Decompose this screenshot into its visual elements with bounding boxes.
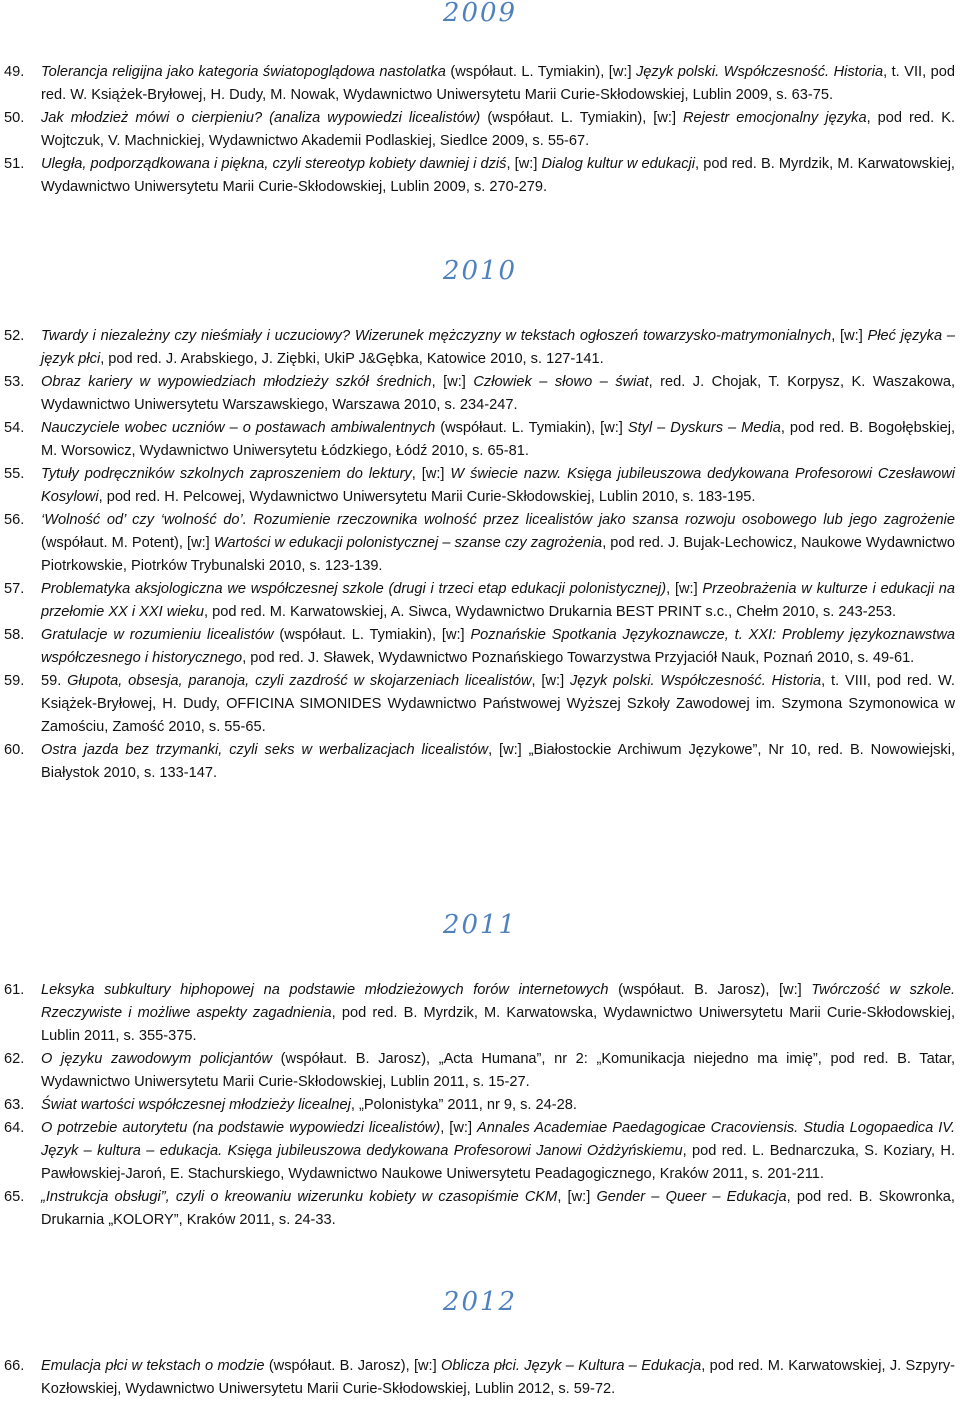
entry-list-2012 <box>0 1355 960 1401</box>
bibliography-entry <box>0 153 960 199</box>
entry-number: 54. <box>4 420 25 436</box>
entry-text: Leksyka subkultury hiphopowej na podstawie młodzieżowych forów internetowych (współaut. B. Jarosz), [w:] Twórczość w szkole. Rzeczywiste i możliwe aspekty zagadnienia, pod red. B. Myrdzik, M. Karwatowska, Wydawnictwo Uniwersytetu Marii Curie-Skłodowskiej, Lublin 2011, s. 355-375. <box>41 982 955 1044</box>
year-heading-2011: 2011 <box>442 910 518 940</box>
year-heading-2010: 2010 <box>442 256 518 286</box>
entry-number: 64. <box>4 1120 25 1136</box>
entry-number: 61. <box>4 982 25 998</box>
entry-list-2010 <box>0 325 960 785</box>
entry-text: 59. Głupota, obsesja, paranoja, czyli zazdrość w skojarzeniach licealistów, [w:] Język polski. Współczesność. Historia, t. VIII, pod red. W. Książek-Bryłowej, H. Dudy, OFFICINA SIMONIDES Wydawnictwo Państwowej Wyższej Szkoły Zawodowej im. Szymona Szymonowica w Zamościu, Zamość 2010, s. 55-65. <box>41 673 955 735</box>
bibliography-entry <box>0 1117 960 1186</box>
entry-text: „Instrukcja obsługi”, czyli o kreowaniu wizerunku kobiety w czasopiśmie CKM, [w:] Gender – Queer – Edukacja, pod red. B. Skowronka, Drukarnia „KOLORY”, Kraków 2011, s. 24-33. <box>41 1189 955 1228</box>
entry-number: 66. <box>4 1358 25 1374</box>
entry-text: Obraz kariery w wypowiedziach młodzieży szkół średnich, [w:] Człowiek – słowo – świat, red. J. Chojak, T. Korpysz, K. Waszakowa, Wydawnictwo Uniwersytetu Warszawskiego, Warszawa 2010, s. 234-247. <box>41 374 956 413</box>
entry-number: 55. <box>4 466 25 482</box>
year-heading-2009: 2009 <box>442 0 518 28</box>
bibliography-entry <box>0 509 960 578</box>
bibliography-entry <box>0 61 960 107</box>
bibliography-entry <box>0 1094 960 1117</box>
entry-number: 56. <box>4 512 25 528</box>
entry-number: 49. <box>4 64 25 80</box>
entry-text: Twardy i niezależny czy nieśmiały i uczuciowy? Wizerunek mężczyzny w tekstach ogłoszeń towarzysko-matrymonialnych, [w:] Płeć języka – język płci, pod red. J. Arabskiego, J. Ziębki, UkiP J&Gębka, Katowice 2010, s. 127-141. <box>41 328 955 367</box>
entry-text: Problematyka aksjologiczna we współczesnej szkole (drugi i trzeci etap edukacji polonistycznej), [w:] Przeobrażenia w kulturze i edukacji na przełomie XX i XXI wieku, pod red. M. Karwatowskiej, A. Siwca, Wydawnictwo Drukarnia BEST PRINT s.c., Chełm 2010, s. 243-253. <box>41 581 955 620</box>
bibliography-entry <box>0 1048 960 1094</box>
entry-text: O potrzebie autorytetu (na podstawie wypowiedzi licealistów), [w:] Annales Academiae Paedagogicae Cracoviensis. Studia Logopaedica IV. Język – kultura – edukacja. Księga jubileuszowa dedykowana Profesorowi Janowi Ożdżyńskiemu, pod red. L. Bednarczuka, S. Koziary, H. Pawłowskiej-Jaroń, E. Stachurskiego, Wydawnictwo Naukowe Uniwersytetu Peadagogicznego, Kraków 2011, s. 201-211. <box>41 1120 955 1182</box>
entry-text: Tolerancja religijna jako kategoria światopoglądowa nastolatka (współaut. L. Tymiakin), [w:] Język polski. Współczesność. Historia, t. VII, pod red. W. Książek-Bryłowej, H. Dudy, M. Nowak, Wydawnictwo Uniwersytetu Marii Curie-Skłodowskiej, Lublin 2009, s. 63-75. <box>41 64 955 103</box>
entry-number: 57. <box>4 581 25 597</box>
entry-number: 63. <box>4 1097 25 1113</box>
entry-number: 60. <box>4 742 25 758</box>
entry-list-2009 <box>0 61 960 199</box>
year-heading-2012: 2012 <box>442 1287 518 1317</box>
entry-number: 53. <box>4 374 25 390</box>
entry-text: Emulacja płci w tekstach o modzie (współaut. B. Jarosz), [w:] Oblicza płci. Język – Kultura – Edukacja, pod red. M. Karwatowskiej, J. Szpyry-Kozłowskiej, Wydawnictwo Uniwersytetu Marii Curie-Skłodowskiej, Lublin 2012, s. 59-72. <box>41 1358 955 1397</box>
entry-text: Świat wartości współczesnej młodzieży licealnej, „Polonistyka” 2011, nr 9, s. 24-28. <box>41 1097 577 1113</box>
bibliography-entry <box>0 107 960 153</box>
entry-text: Uległa, podporządkowana i piękna, czyli stereotyp kobiety dawniej i dziś, [w:] Dialog kultur w edukacji, pod red. B. Myrdzik, M. Karwatowskiej, Wydawnictwo Uniwersytetu Marii Curie-Skłodowskiej, Lublin 2009, s. 270-279. <box>41 156 955 195</box>
entry-number: 65. <box>4 1189 25 1205</box>
bibliography-entry <box>0 578 960 624</box>
entry-text: Ostra jazda bez trzymanki, czyli seks w werbalizacjach licealistów, [w:] „Białostockie Archiwum Językowe”, Nr 10, red. B. Nowowiejski, Białystok 2010, s. 133-147. <box>41 742 955 781</box>
bibliography-entry <box>0 325 960 371</box>
entry-list-2011 <box>0 979 960 1232</box>
entry-number: 58. <box>4 627 25 643</box>
entry-number: 50. <box>4 110 25 126</box>
entry-text: ‘Wolność od’ czy ‘wolność do’. Rozumienie rzeczownika wolność przez licealistów jako szansa rozwoju osobowego lub jego zagrożenie (współaut. M. Potent), [w:] Wartości w edukacji polonistycznej – szanse czy zagrożenia, pod red. J. Bujak-Lechowicz, Naukowe Wydawnictwo Piotrkowskie, Piotrków Trybunalski 2010, s. 123-139. <box>41 512 955 574</box>
bibliography-entry <box>0 739 960 785</box>
entry-text: Nauczyciele wobec uczniów – o postawach ambiwalentnych (współaut. L. Tymiakin), [w:] Styl – Dyskurs – Media, pod red. B. Bogołębskiej, M. Worsowicz, Wydawnictwo Uniwersytetu Łódzkiego, Łódź 2010, s. 65-81. <box>41 420 956 459</box>
bibliography-entry <box>0 670 960 739</box>
bibliography-entry <box>0 624 960 670</box>
bibliography-entry <box>0 417 960 463</box>
entry-text: Gratulacje w rozumieniu licealistów (współaut. L. Tymiakin), [w:] Poznańskie Spotkania Językoznawcze, t. XXI: Problemy językoznawstwa współczesnego i historycznego, pod red. J. Sławek, Wydawnictwo Poznańskiego Towarzystwa Przyjaciół Nauk, Poznań 2010, s. 49-61. <box>41 627 955 666</box>
entry-text: O języku zawodowym policjantów (współaut. B. Jarosz), „Acta Humana”, nr 2: „Komunikacja niejedno ma imię”, pod red. B. Tatar, Wydawnictwo Uniwersytetu Marii Curie-Skłodowskiej, Lublin 2011, s. 15-27. <box>41 1051 956 1090</box>
bibliography-entry <box>0 463 960 509</box>
bibliography-entry <box>0 371 960 417</box>
entry-number: 51. <box>4 156 25 172</box>
entry-number: 52. <box>4 328 25 344</box>
bibliography-entry <box>0 1355 960 1401</box>
entry-text: Jak młodzież mówi o cierpieniu? (analiza wypowiedzi licealistów) (współaut. L. Tymiakin), [w:] Rejestr emocjonalny języka, pod red. K. Wojtczuk, V. Machnickiej, Wydawnictwo Akademii Podlaskiej, Siedlce 2009, s. 55-67. <box>41 110 955 149</box>
bibliography-entry <box>0 979 960 1048</box>
entry-number: 59. <box>4 673 25 689</box>
entry-text: Tytuły podręczników szkolnych zaproszeniem do lektury, [w:] W świecie nazw. Księga jubileuszowa dedykowana Profesorowi Czesławowi Kosylowi, pod red. H. Pelcowej, Wydawnictwo Uniwersytetu Marii Curie-Skłodowskiej, Lublin 2010, s. 183-195. <box>41 466 955 505</box>
entry-number: 62. <box>4 1051 25 1067</box>
bibliography-entry <box>0 1186 960 1232</box>
